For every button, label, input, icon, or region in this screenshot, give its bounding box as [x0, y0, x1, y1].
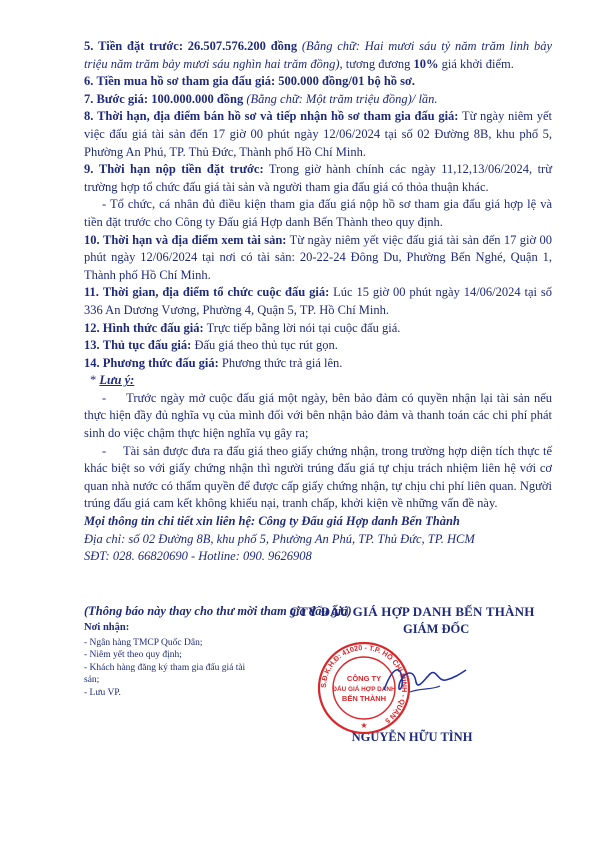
- item-12: 12. Hình thức đấu giá: Trực tiếp bằng lời nói tại cuộc đấu giá.: [84, 320, 401, 335]
- signature-role: GIÁM ĐỐC: [402, 622, 470, 636]
- item-14: 14. Phương thức đấu giá: Phương thức trả giá lên.: [84, 355, 343, 370]
- signature-company: CTY ĐẤU GIÁ HỢP DANH BẾN THÀNH: [289, 604, 535, 619]
- item-8: 8. Thời hạn, địa điểm bán hồ sơ và tiếp nhận hồ sơ tham gia đấu giá: Từ ngày niêm yết việc đấu giá tài sản đến 17 giờ 00 phút ngày 12/06/2024 tại số 02 Đường 8B, khu phố 5, Phường An Phú, TP. Thủ Đức, Thành phố Hồ Chí Minh.: [84, 109, 552, 159]
- contact-line-1: Mọi thông tin chi tiết xin liên hệ: Công ty Đấu giá Hợp danh Bến Thành: [84, 514, 460, 529]
- recipients-block: [84, 622, 254, 699]
- item-10: 10. Thời hạn và địa điểm xem tài sản: Từ ngày niêm yết việc đấu giá tài sản đến 17 giờ 00 phút ngày 12/06/2024 tại nơi có tài sản: 20-22-24 Đông Du, Phường Bến Nghé, Quận 1, Thành phố Hồ Chí Minh.: [84, 232, 552, 282]
- recipient-item: - Lưu VP.: [84, 687, 121, 698]
- signatory-name: NGUYỄN HỮU TÌNH: [351, 730, 473, 744]
- recipient-item: - Niêm yết theo quy định;: [84, 650, 182, 660]
- stamp-text-1: CÔNG TY: [346, 674, 382, 683]
- item-6: 6. Tiền mua hồ sơ tham gia đấu giá: 500.000 đồng/01 bộ hồ sơ.: [84, 74, 416, 89]
- notes-title: * Lưu ý:: [90, 373, 135, 388]
- item-5: 5. Tiền đặt trước: 26.507.576.200 đồng (Bằng chữ: Hai mươi sáu tỷ năm trăm linh bảy triệu năm trăm bảy mươi sáu nghìn hai trăm đồng), tương đương 10% giá khởi điểm.: [84, 39, 552, 71]
- contact-line-3: SĐT: 028. 66820690 - Hotline: 090. 9626908: [84, 549, 312, 564]
- recipient-item: - Ngân hàng TMCP Quốc Dân;: [84, 637, 203, 648]
- recipient-item: - Khách hàng đăng ký tham gia đấu giá tài sản;: [84, 662, 246, 685]
- item-13: 13. Thủ tục đấu giá: Đấu giá theo thủ tục rút gọn.: [84, 338, 338, 353]
- notice-line: (Thông báo này thay cho thư mời tham gia đấu giá): [84, 604, 352, 618]
- stamp-ring-text: S.Đ.K.H.Đ: 41020 - T.P. HỒ CHÍ MINH - QUẬN 5: [318, 642, 410, 726]
- note-item: - Trước ngày mở cuộc đấu giá một ngày, bên bảo đảm có quyền nhận lại tài sản nếu thực hiện đầy đủ nghĩa vụ của mình đối với bên nhận bảo đảm và thanh toán các chi phí phát sinh do việc chậm thực hiện nghĩa vụ gây ra;: [84, 390, 552, 441]
- handwritten-signature-icon: [380, 660, 470, 700]
- contact-line-2: Địa chỉ: số 02 Đường 8B, khu phố 5, Phường An Phú, TP. Thủ Đức, TP. HCM: [84, 531, 475, 546]
- svg-text:★: ★: [360, 721, 368, 730]
- stamp-text-3: BẾN THÀNH: [341, 694, 387, 703]
- stamp-text-2: ĐẤU GIÁ HỢP DANH: [332, 686, 396, 693]
- document-body: [84, 38, 552, 566]
- star-icon: *: [90, 373, 97, 388]
- item-11: 11. Thời gian, địa điểm tổ chức cuộc đấu giá: Lúc 15 giờ 00 phút ngày 14/06/2024 tại số 336 An Dương Vương, Phường 4, Quận 5, TP. Hồ Chí Minh.: [84, 285, 553, 317]
- item-9: 9. Thời hạn nộp tiền đặt trước: Trong giờ hành chính các ngày 11,12,13/06/2024, trừ trường hợp tổ chức đấu giá tài sản và người tham gia đấu giá có thỏa thuận khác.: [84, 162, 552, 194]
- item-7: 7. Bước giá: 100.000.000 đồng (Bằng chữ: Một trăm triệu đồng)/ lần.: [84, 91, 438, 106]
- item-9-sub: - Tổ chức, cá nhân đủ điều kiện tham gia đấu giá nộp hồ sơ tham gia đấu giá hợp lệ và tiền đặt trước cho Công ty Đấu giá Hợp danh Bến Thành theo quy định.: [84, 197, 552, 229]
- recipients-title: Nơi nhận:: [84, 622, 130, 633]
- note-item: - Tài sản được đưa ra đấu giá theo giấy chứng nhận, trong trường hợp diện tích thực tế khác biệt so với giấy chứng nhận thì người trúng đấu giá tự chịu trách nhiệm liên hệ với cơ quan nhà nước có thẩm quyền để được cấp giấy chứng nhận, tự chịu chi phí liên quan. Người trúng đấu giá cam kết không khiếu nại, tranh chấp, khởi kiện về những vấn đề này.: [84, 443, 552, 511]
